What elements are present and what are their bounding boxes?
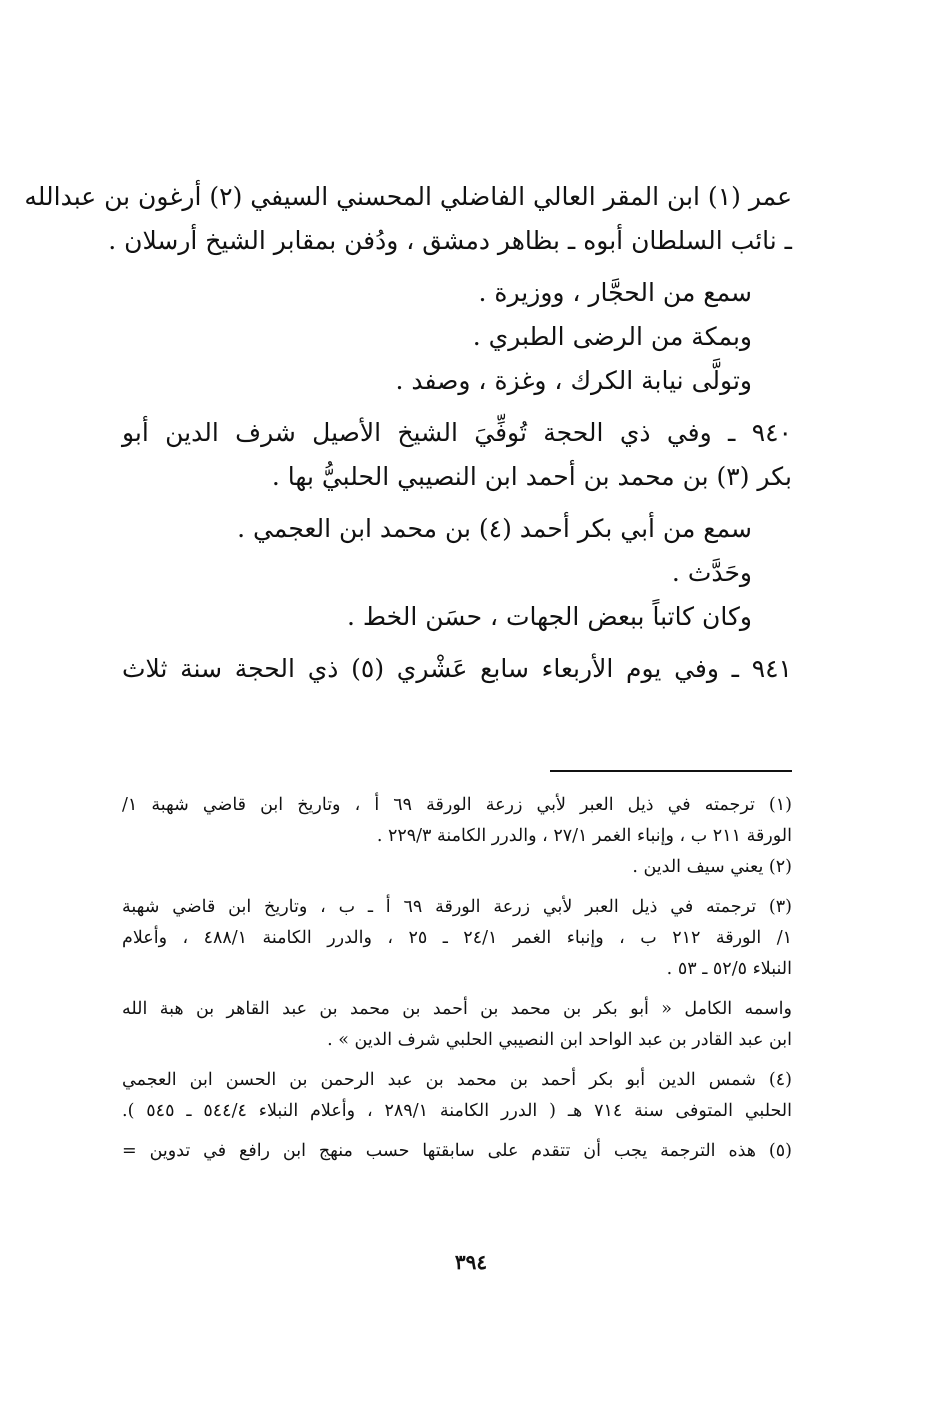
main-text [24, 180, 792, 696]
body-line-1: عمر (١) ابن المقر العالي الفاضلي المحسني السيفي (٢) أرغون بن عبدالله [24, 182, 792, 211]
footnote-3-line-2: ١/ الورقة ٢١٢ ب ، وإنباء الغمر ٢٤/١ ـ ٢٥ ، والدرر الكامنة ٤٨٨/١ ، وأعلام [122, 928, 793, 948]
footnote-3-line-1: (٣) ترجمته في ذيل العبر لأبي زرعة الورقة ٦٩ أ ـ ب ، وتاريخ ابن قاضي شهبة [122, 897, 792, 917]
footnote-2: (٢) يعني سيف الدين . [632, 857, 792, 877]
body-line-9: وحَدَّث . [671, 558, 752, 587]
footnote-4-line-1: (٤) شمس الدين أبو بكر أحمد بن محمد بن عبد الرحمن بن الحسن ابن العجمي [122, 1070, 792, 1090]
entry-940-heading: ٩٤٠ ـ وفي ذي الحجة تُوفِّيَ الشيخ الأصيل شرف الدين أبو [122, 418, 792, 447]
footnote-3-line-3: النبلاء ٥٢/٥ ـ ٥٣ . [666, 959, 792, 979]
footnote-separator [550, 770, 792, 772]
body-line-5: وتولَّى نيابة الكرك ، وغزة ، وصفد . [395, 366, 752, 395]
page-number: ٣٩٤ [454, 1250, 488, 1274]
body-line-7: بكر (٣) بن محمد بن أحمد ابن النصيبي الحلبيُّ بها . [271, 462, 792, 491]
footnote-4-line-2: الحلبي المتوفى سنة ٧١٤ هـ ( الدرر الكامنة ٢٨٩/١ ، وأعلام النبلاء ٥٤٤/٤ ـ ٥٤٥ ). [122, 1101, 792, 1121]
footnote-5: (٥) هذه الترجمة يجب أن تتقدم على سابقتها حسب منهج ابن رافع في تدوين = [122, 1141, 792, 1161]
entry-941-heading: ٩٤١ ـ وفي يوم الأربعاء سابع عَشْري (٥) ذي الحجة سنة ثلاث [122, 654, 792, 683]
body-line-8: سمع من أبي بكر أحمد (٤) بن محمد ابن العجمي . [237, 514, 752, 543]
footnotes [122, 792, 792, 1169]
body-line-4: وبمكة من الرضى الطبري . [472, 322, 752, 351]
body-line-3: سمع من الحجَّار ، ووزيرة . [478, 278, 752, 307]
footnote-1-line-1: (١) ترجمته في ذيل العبر لأبي زرعة الورقة ٦٩ أ ، وتاريخ ابن قاضي شهبة ١/ [122, 795, 792, 815]
footnote-3-line-5: ابن عبد القادر بن عبد الواحد ابن النصيبي الحلبي شرف الدين » . [327, 1030, 792, 1050]
footnote-1-line-2: الورقة ٢١١ ب ، وإنباء الغمر ٢٧/١ ، والدرر الكامنة ٢٢٩/٣ . [376, 826, 792, 846]
body-line-10: وكان كاتباً ببعض الجهات ، حسَن الخط . [346, 602, 752, 631]
footnote-3-line-4: واسمه الكامل « أبو بكر بن محمد بن أحمد بن محمد بن عبد القاهر بن هبة الله [122, 999, 792, 1019]
body-line-2: ـ نائب السلطان أبوه ـ بظاهر دمشق ، ودُفن بمقابر الشيخ أرسلان . [108, 226, 792, 255]
